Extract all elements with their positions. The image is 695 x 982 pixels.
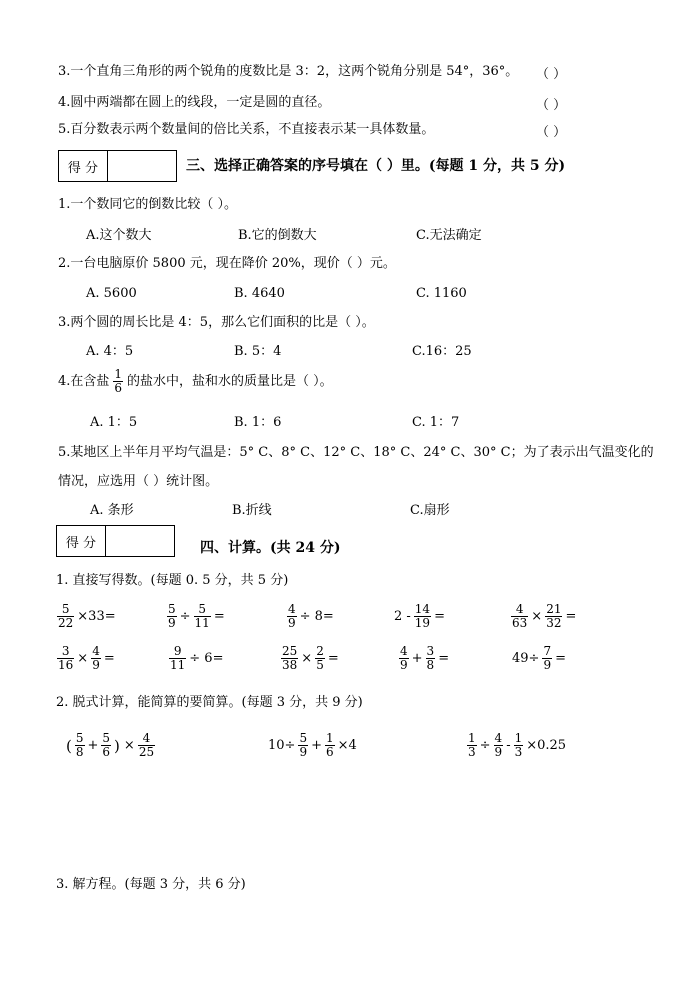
numerator: 4 [288,602,296,616]
numerator: 1 [325,731,334,745]
operator: ) [114,736,120,755]
numerator: 5 [102,731,111,745]
denominator: 6 [325,745,334,759]
s3-q1-opt-a[interactable]: A.这个数大 [86,228,152,243]
numerator: 7 [543,644,552,658]
numerator: 4 [92,644,100,658]
operator: = [438,651,450,666]
operator: = [327,651,339,666]
operator: ÷ 6= [189,651,224,666]
operator: = [103,651,115,666]
operator: - [506,738,511,753]
denominator: 32 [546,616,562,630]
fraction [194,603,211,630]
denominator: 9 [299,745,308,759]
numerator: 5 [168,602,176,616]
numerator: 5 [299,731,308,745]
s3-q2-opt-c[interactable]: C. 1160 [416,286,467,301]
numerator: 4 [400,644,408,658]
s3-q5-opt-b[interactable]: B.折线 [232,503,272,518]
s3-q3-opt-a[interactable]: A. 4：5 [86,344,134,359]
operator: × [123,738,135,753]
s3-q4-suffix: 的盐水中，盐和水的质量比是（ ）。 [127,373,333,389]
numerator: 1 [514,731,523,745]
s4-p2-title: 2. 脱式计算，能简算的要简算。(每题 3 分，共 9 分) [56,695,363,710]
operator: = [555,651,566,666]
s3-q2-opt-a[interactable]: A. 5600 [86,286,137,301]
operator: ( [66,736,72,755]
s3-q4-opt-c[interactable]: C. 1：7 [412,415,460,430]
operator: = [565,609,577,624]
calc-r2-e2 [168,645,225,672]
fraction [101,732,111,759]
fraction [514,732,524,759]
fraction [426,645,436,672]
fraction [57,603,74,630]
numerator: 21 [546,602,562,616]
operator: + [311,738,322,753]
operator: ÷ [179,609,191,624]
fraction [325,732,335,759]
numerator: 1 [468,731,476,745]
calc-r1-e2 [166,603,227,630]
denominator: 3 [514,745,523,759]
calc-step-1 [64,732,156,759]
fraction [315,645,325,672]
numerator: 9 [173,644,182,658]
s3-q4-opt-a[interactable]: A. 1：5 [90,415,138,430]
fraction [542,645,552,672]
s3-q5-line2: 情况，应选用（ ）统计图。 [58,474,219,489]
numerator: 5 [75,731,84,745]
fraction [399,645,409,672]
s3-q1: 1.一个数同它的倒数比较（ ）。 [58,197,238,212]
fraction [75,732,85,759]
operator: × [77,651,89,666]
operator: 2 - [394,609,411,624]
operator: × [531,609,543,624]
section3-title: 三、选择正确答案的序号填在（ ）里。(每题 1 分，共 5 分) [186,158,566,174]
numerator: 3 [426,644,435,658]
fraction [414,603,431,630]
fraction [57,645,74,672]
numerator: 4 [515,602,524,616]
fraction [281,645,298,672]
s3-q1-opt-c[interactable]: C.无法确定 [416,228,482,243]
fraction [298,732,308,759]
denominator: 9 [494,745,503,759]
operator: ÷ [479,738,491,753]
s3-q3-opt-b[interactable]: B. 5：4 [234,344,282,359]
section4-title: 四、计算。(共 24 分) [200,540,341,556]
s3-q3: 3.两个圆的周长比是 4：5，那么它们面积的比是（ ）。 [58,315,375,330]
calc-r1-e4 [392,603,447,630]
denominator: 9 [92,658,100,672]
judge-q3-answer[interactable]: （ ） [536,67,567,82]
s3-q3-opt-c[interactable]: C.16：25 [412,344,472,359]
s4-p3-title: 3. 解方程。(每题 3 分，共 6 分) [56,877,246,892]
s3-q5-line1: 5.某地区上半年月平均气温是：5° C、8° C、12° C、18° C、24° C、30° C；为了表示出气温变化的 [58,445,654,460]
fraction [91,645,101,672]
denominator: 11 [170,658,186,672]
denominator: 16 [58,658,74,672]
judge-q5: 5.百分数表示两个数量间的倍比关系，不直接表示某一具体数量。 [58,122,435,137]
denominator: 22 [58,616,74,630]
denominator: 5 [316,658,324,672]
denominator: 19 [414,616,431,630]
operator: = [213,609,225,624]
s3-q4-fraction [113,368,123,395]
denominator: 63 [512,616,528,630]
calc-r1-e3 [286,603,336,630]
numerator: 25 [282,644,298,658]
score-label: 得 分 [57,526,106,556]
denominator: 3 [468,745,476,759]
operator: ×4 [337,738,357,753]
operator: 10÷ [268,738,296,753]
denominator: 25 [138,745,155,759]
operator: ÷ 8= [299,609,334,624]
numerator: 4 [494,731,503,745]
calc-r2-e5 [510,645,568,672]
operator: ×33= [77,609,116,624]
score-label: 得 分 [59,151,108,181]
s3-q4 [58,368,333,395]
operator: + [87,738,99,753]
fraction [167,603,177,630]
denominator: 11 [194,616,210,630]
operator: ×0.25 [526,738,567,753]
denominator: 9 [400,658,408,672]
score-box-section3 [58,150,177,182]
denominator: 38 [282,658,298,672]
score-blank[interactable] [108,151,176,181]
judge-q4-answer[interactable]: （ ） [536,98,567,113]
calc-step-3 [466,732,568,759]
operator: + [411,651,423,666]
denominator: 9 [543,658,552,672]
judge-q5-answer[interactable]: （ ） [536,125,567,140]
fraction [287,603,297,630]
calc-r2-e3 [280,645,341,672]
s3-q5-opt-a[interactable]: A. 条形 [90,503,134,518]
numerator: 5 [61,602,70,616]
fraction [169,645,186,672]
s3-q1-opt-b[interactable]: B.它的倒数大 [238,228,317,243]
calc-r1-e1 [56,603,118,630]
denominator: 8 [426,658,435,672]
denominator: 6 [102,745,111,759]
fraction [467,732,477,759]
s4-p1-title: 1. 直接写得数。(每题 0. 5 分，共 5 分) [56,573,289,588]
operator: = [434,609,445,624]
s3-q4-opt-b[interactable]: B. 1：6 [234,415,282,430]
calc-r1-e5 [510,603,578,630]
numerator: 3 [61,644,70,658]
fraction [138,732,155,759]
fraction [511,603,528,630]
calc-r2-e4 [398,645,451,672]
numerator: 14 [414,602,431,616]
operator: × [301,651,313,666]
denominator: 8 [75,745,84,759]
judge-q3: 3.一个直角三角形的两个锐角的度数比是 3：2，这两个锐角分别是 54°，36°。 [58,64,519,79]
numerator: 2 [316,644,324,658]
score-box-section4 [56,525,175,557]
numerator: 1 [114,367,123,381]
calc-step-2 [266,732,359,759]
s3-q5-opt-c[interactable]: C.扇形 [410,503,450,518]
operator: 49÷ [512,651,540,666]
calc-r2-e1 [56,645,117,672]
fraction [545,603,562,630]
fraction [494,732,504,759]
s3-q4-prefix: 4.在含盐 [58,373,110,389]
judge-q4: 4.圆中两端都在圆上的线段，一定是圆的直径。 [58,95,331,110]
denominator: 9 [288,616,296,630]
score-blank[interactable] [106,526,174,556]
s3-q2: 2.一台电脑原价 5800 元，现在降价 20%，现价（ ）元。 [58,256,396,271]
denominator: 9 [168,616,176,630]
s3-q2-opt-b[interactable]: B. 4640 [234,286,285,301]
numerator: 4 [142,731,151,745]
denominator: 6 [114,381,123,395]
numerator: 5 [198,602,206,616]
